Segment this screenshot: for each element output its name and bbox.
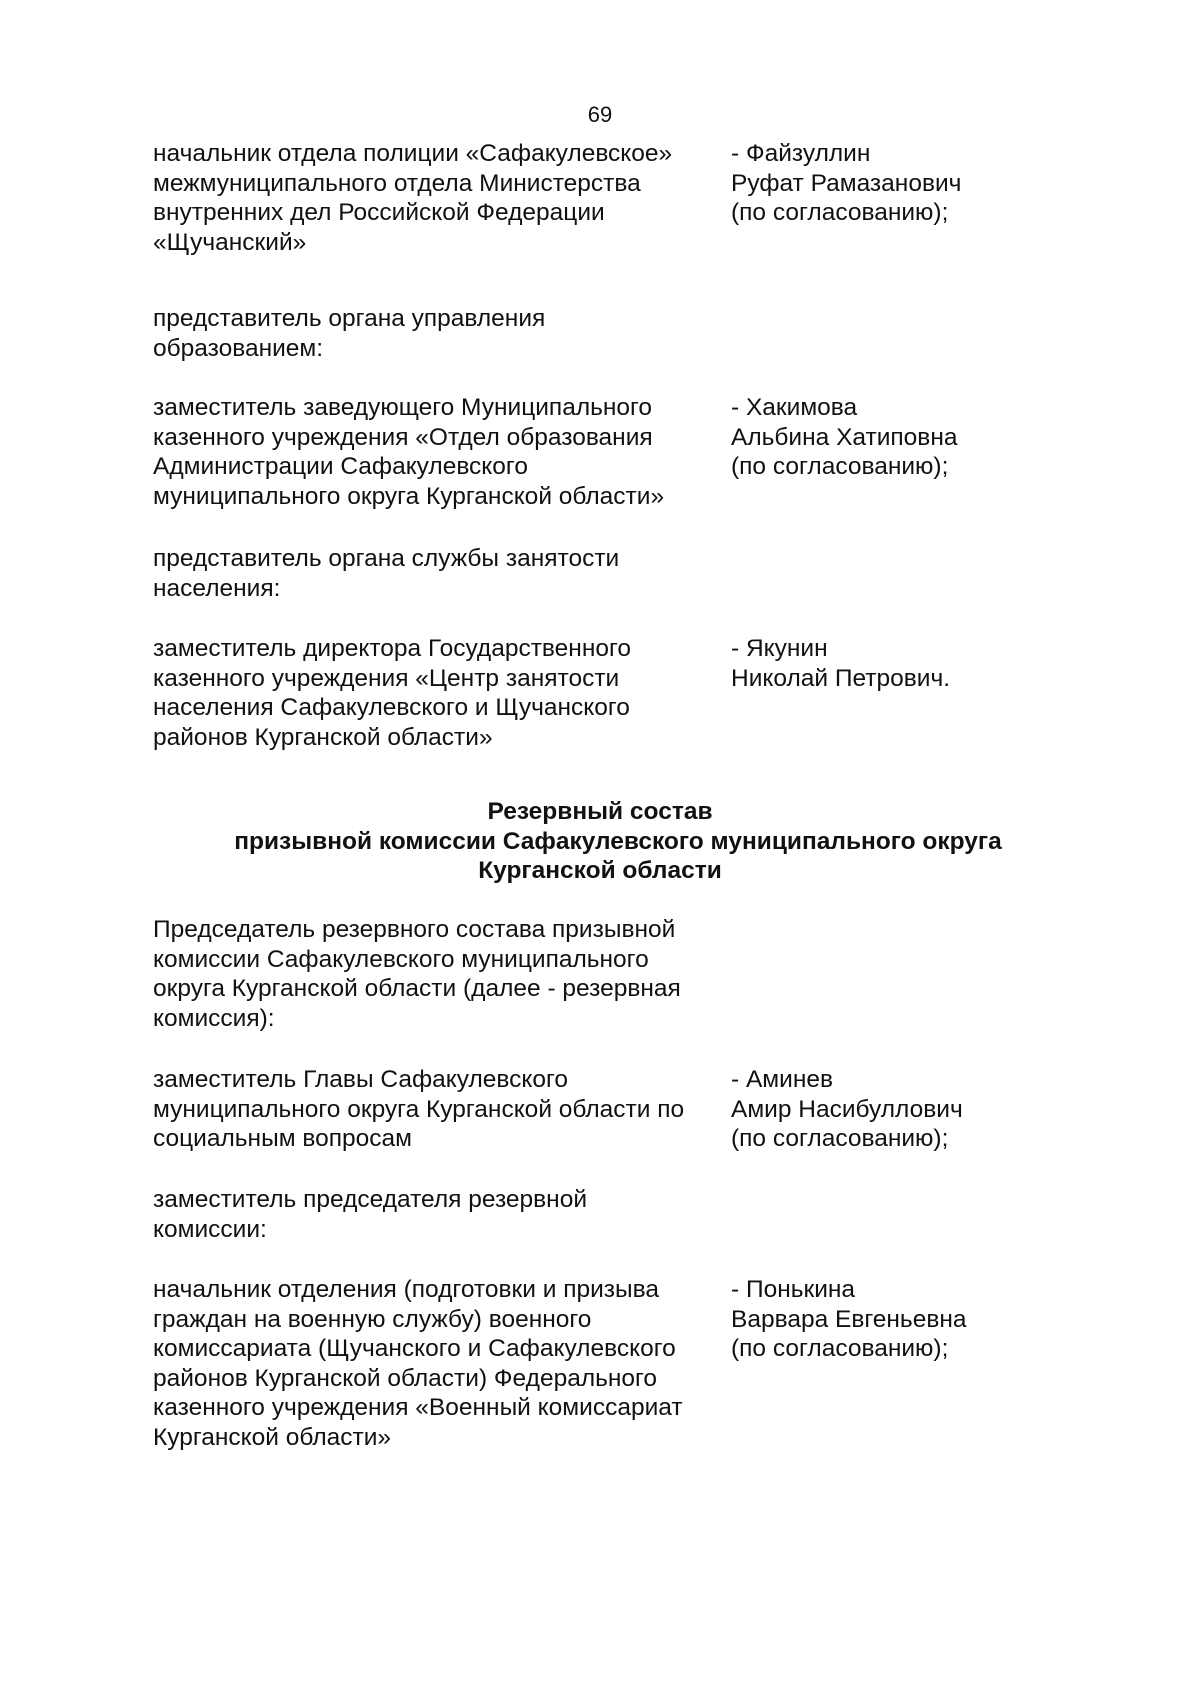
member-position: заместитель заведующего Муниципального казенного учреждения «Отдел образования Администрации Сафакулевского муниципального округа Курганской области» bbox=[153, 394, 665, 510]
section-heading-line: призывной комиссии Сафакулевского муниципального округа bbox=[234, 827, 1002, 855]
section-heading bbox=[0, 797, 1200, 886]
member-name: - Хакимова Альбина Хатиповна (по согласованию); bbox=[731, 394, 958, 480]
member-name: - Понькина Варвара Евгеньевна (по согласованию); bbox=[731, 1276, 967, 1362]
member-name: - Файзуллин Руфат Рамазанович (по согласованию); bbox=[731, 140, 962, 226]
member-position: заместитель председателя резервной комиссии: bbox=[153, 1186, 588, 1243]
section-heading-line: Курганской области bbox=[478, 857, 722, 884]
page-number: 69 bbox=[587, 102, 613, 127]
member-name: - Якунин Николай Петрович. bbox=[731, 635, 951, 692]
section-heading-line: Резервный состав bbox=[487, 798, 713, 825]
member-position: заместитель директора Государственного казенного учреждения «Центр занятости населения Сафакулевского и Щучанского районов Курганской области» bbox=[153, 635, 632, 751]
member-name: - Аминев Амир Насибуллович (по согласованию); bbox=[731, 1066, 963, 1152]
member-position: Председатель резервного состава призывной комиссии Сафакулевского муниципального округа Курганской области (далее - резервная комиссия): bbox=[153, 916, 681, 1032]
member-position: начальник отделения (подготовки и призыва граждан на военную службу) военного комиссариата (Щучанского и Сафакулевского районов Курганской области) Федерального казенного учреждения «Военный комиссариат Курганской области» bbox=[153, 1276, 683, 1451]
member-position: заместитель Главы Сафакулевского муниципального округа Курганской области по социальным вопросам bbox=[153, 1066, 685, 1152]
member-position: начальник отдела полиции «Сафакулевское» межмуниципального отдела Министерства внутренних дел Российской Федерации «Щучанский» bbox=[153, 140, 673, 256]
member-position: представитель органа службы занятости населения: bbox=[153, 545, 620, 602]
member-position: представитель органа управления образованием: bbox=[153, 305, 546, 362]
